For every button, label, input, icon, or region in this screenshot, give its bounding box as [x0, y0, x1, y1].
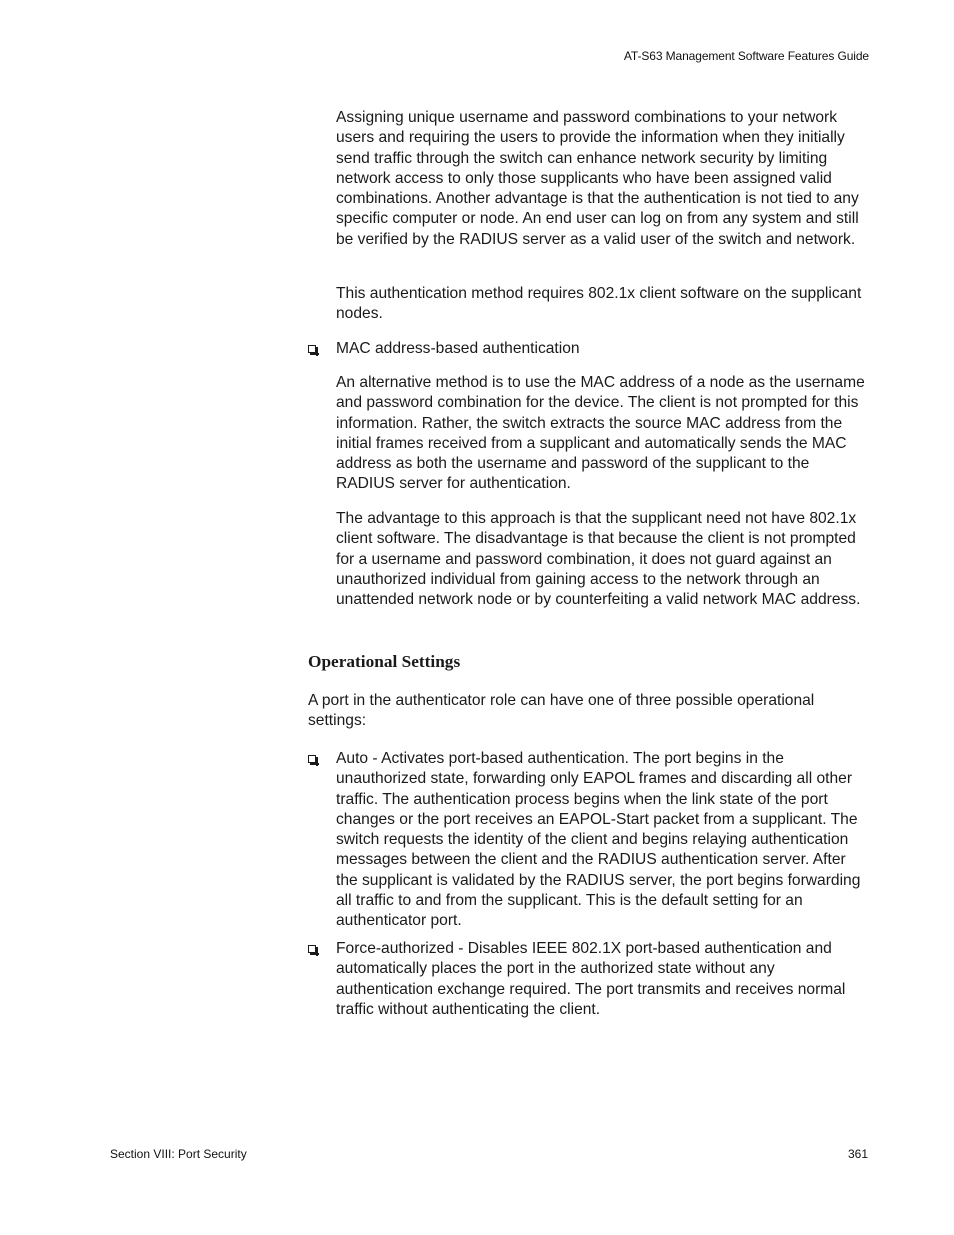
page-number: 361	[847, 1147, 868, 1161]
paragraph-mac-alternative: An alternative method is to use the MAC address of a node as the username and password combination for the device. The client is not prompted for this information. Rather, the switch extracts the source MAC address from the initial frames received from a supplicant and automatically sends the MAC address as both the username and password of the supplicant to the RADIUS server for authentication.	[336, 374, 865, 493]
section-heading: Operational Settings	[308, 652, 461, 671]
paragraph-username-password: Assigning unique username and password combinations to your network users and requiring the users to provide the information when they initially send traffic through the switch can enhance network security by limiting network access to only those supplicants who have been assigned valid combinations. Another advantage is that the authentication is not tied to any specific computer or node. An end user can log on from any system and still be verified by the RADIUS server as a valid user of the switch and network.	[336, 109, 859, 248]
paragraph-client-software: This authentication method requires 802.1x client software on the supplicant nodes.	[336, 285, 862, 323]
running-header: AT-S63 Management Software Features Guide	[623, 49, 869, 63]
checkbox-bullet-icon	[308, 345, 316, 353]
list-item-label: Force-authorized - Disables IEEE 802.1X port-based authentication and automatically places the port in the authorized state without any authentication exchange required. The port transmits and receives normal traffic without authenticating the client.	[336, 940, 846, 1018]
checkbox-bullet-icon	[308, 945, 316, 953]
checkbox-bullet-icon	[308, 755, 316, 763]
list-item-label: MAC address-based authentication	[336, 340, 580, 357]
list-item-label: Auto - Activates port-based authentication. The port begins in the unauthorized state, forwarding only EAPOL frames and discarding all other traffic. The authentication process begins when the link state of the port changes or the port receives an EAPOL-Start packet from a supplicant. The switch requests the identity of the client and begins relaying authentication messages between the client and the RADIUS authentication server. After the supplicant is validated by the RADIUS server, the port begins forwarding all traffic to and from the supplicant. This is the default setting for an authenticator port.	[336, 750, 861, 930]
paragraph-mac-advantage: The advantage to this approach is that the supplicant need not have 802.1x client software. The disadvantage is that because the client is not prompted for a username and password combination, it does not guard against an unauthorized individual from gaining access to the network through an unattended network node or by counterfeiting a valid network MAC address.	[336, 510, 861, 609]
footer-section: Section VIII: Port Security	[110, 1147, 247, 1161]
paragraph-operational-intro: A port in the authenticator role can have one of three possible operational settings:	[308, 692, 815, 730]
